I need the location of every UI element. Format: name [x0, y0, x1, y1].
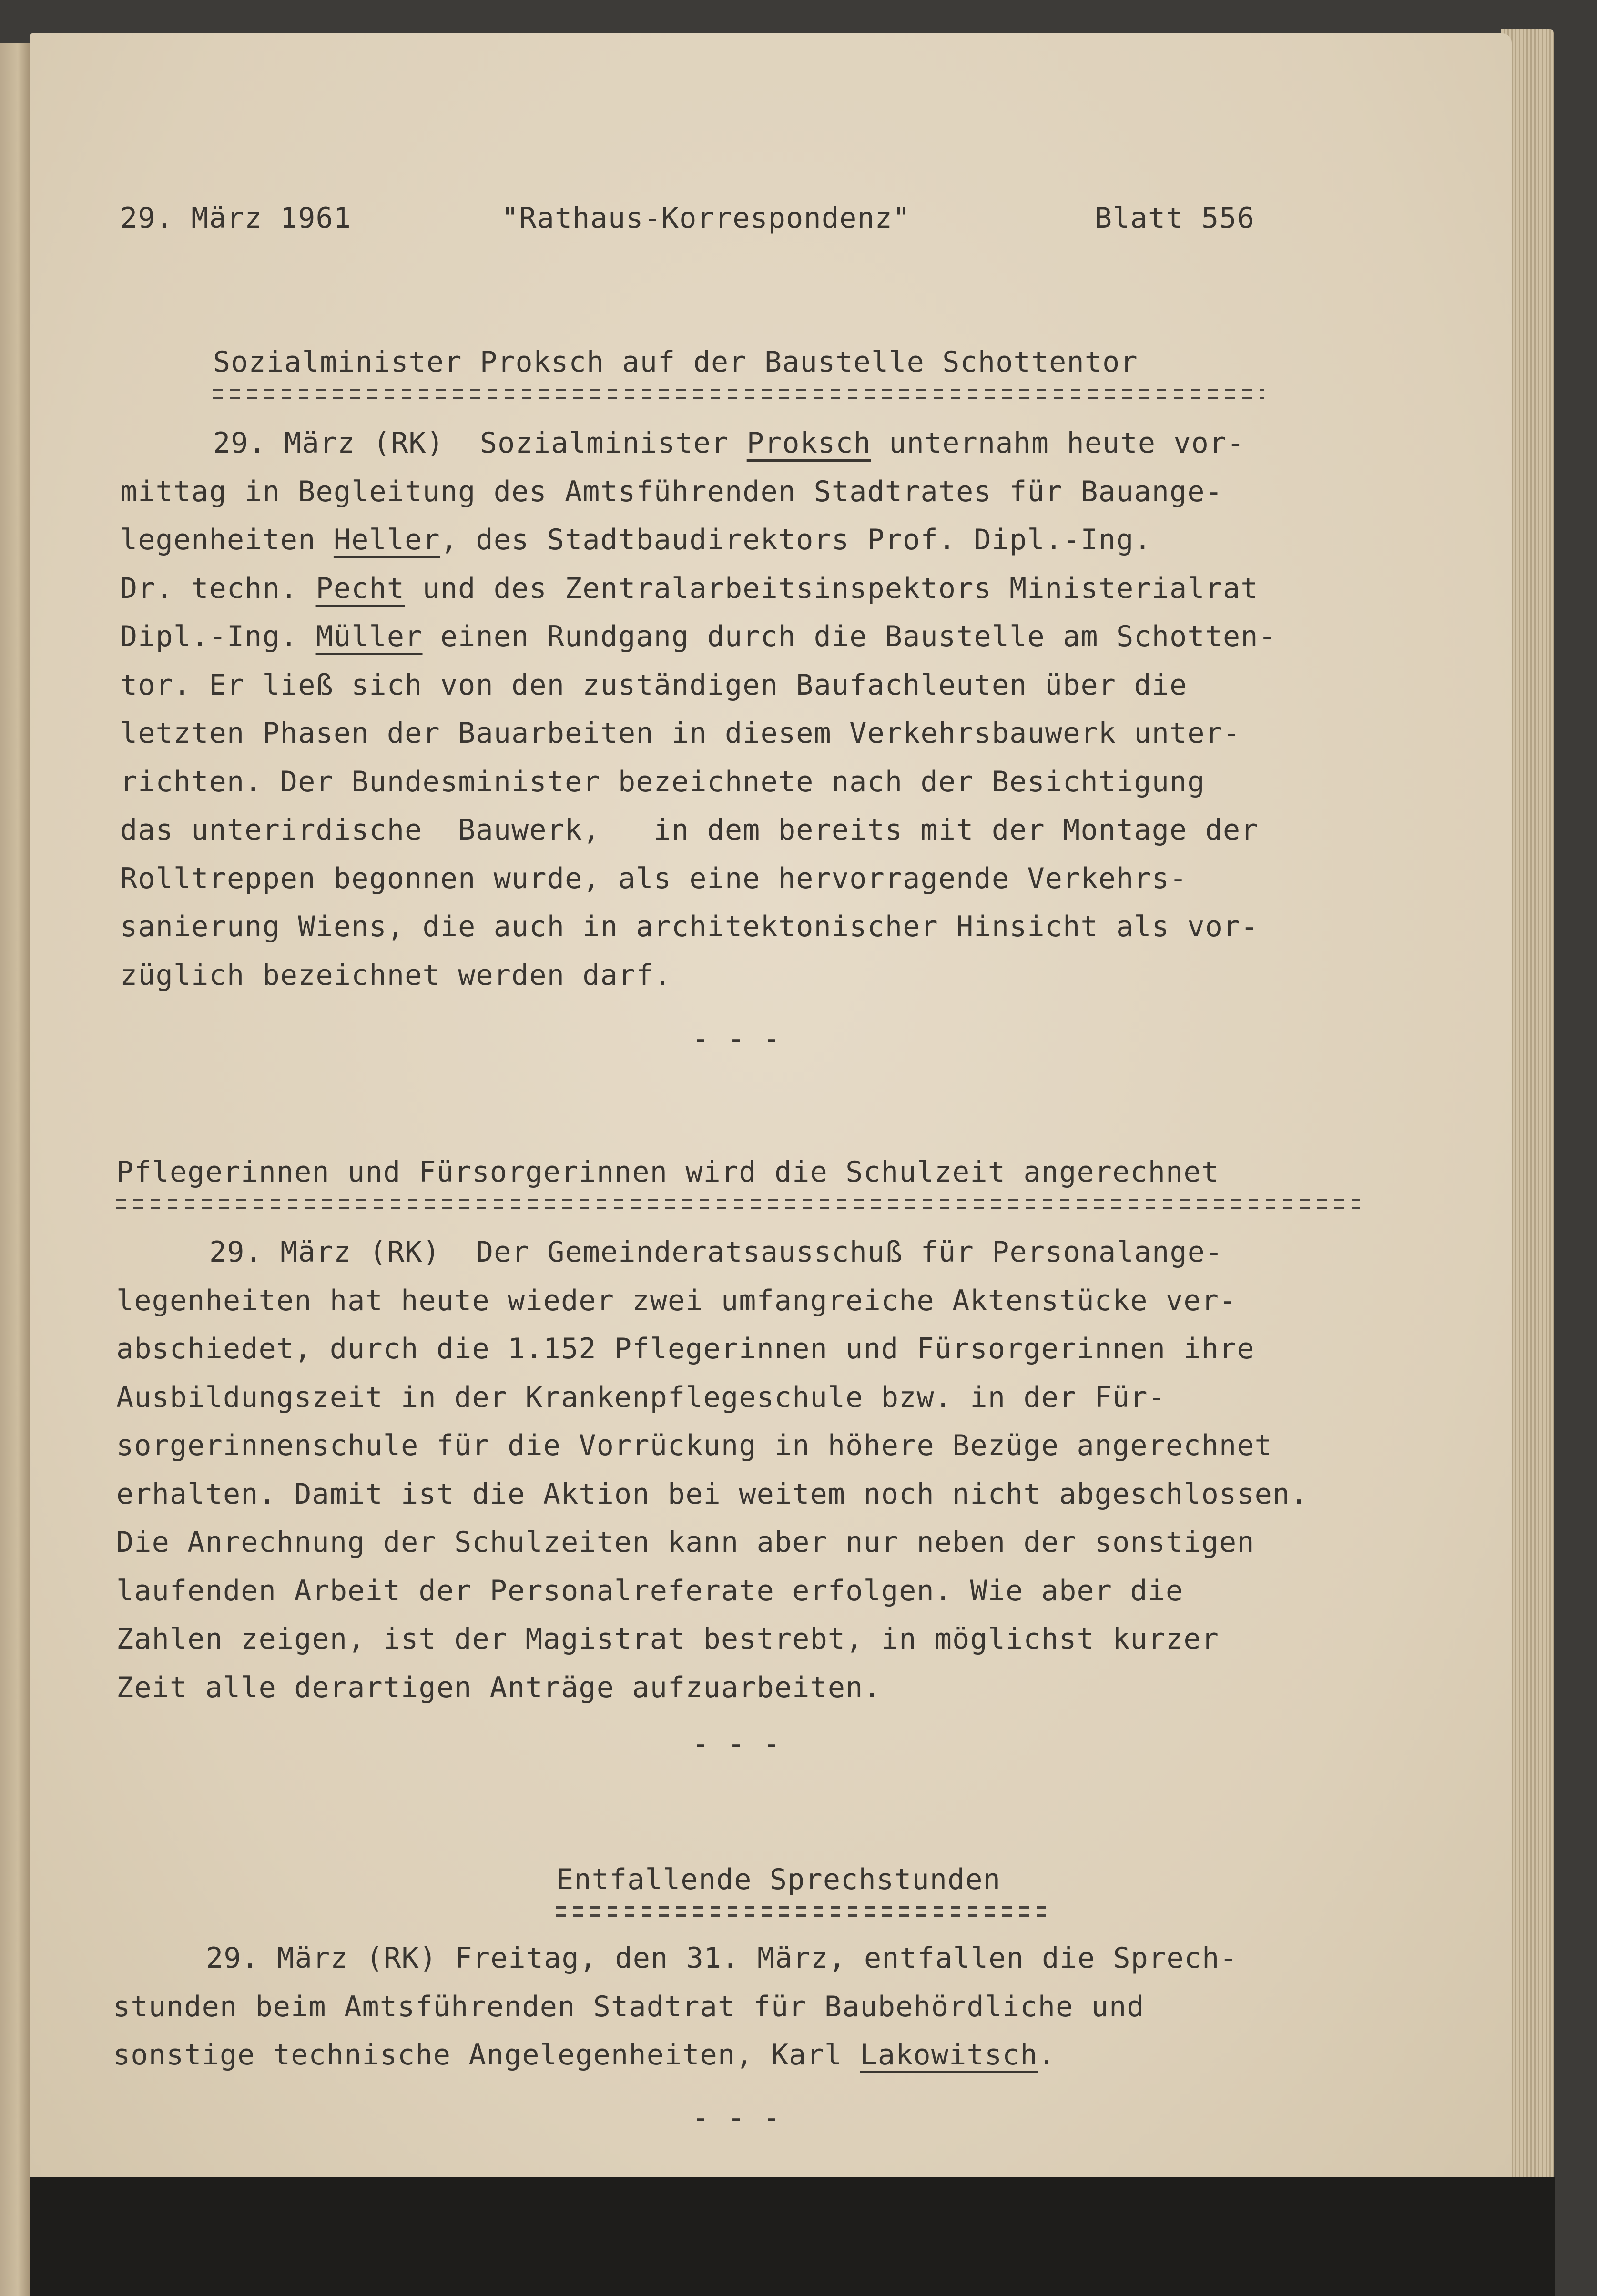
body-line	[120, 806, 1259, 854]
body-line	[120, 709, 1241, 757]
article-title: Sozialminister Proksch auf der Baustelle Schottentor	[213, 345, 1138, 379]
header-publication: "Rathaus-Korrespondenz"	[501, 202, 911, 235]
article-end-mark: - - -	[692, 1022, 781, 1055]
body-line	[116, 1567, 1183, 1615]
body-text: Dr. techn.	[120, 571, 316, 605]
body-line	[116, 1422, 1272, 1469]
body-text: , des Stadtbaudirektors Prof. Dipl.-Ing.	[440, 523, 1152, 556]
body-line	[120, 661, 1187, 709]
underlined-name: Proksch	[746, 426, 871, 460]
body-line	[120, 565, 1259, 612]
body-line	[120, 516, 1152, 564]
body-text: sorgerinnenschule für die Vorrückung in höhere Bezüge angerechnet	[116, 1429, 1272, 1462]
body-line	[116, 1325, 1255, 1373]
body-line	[120, 758, 1205, 806]
header-date: 29. März 1961	[120, 202, 352, 235]
body-text: legenheiten hat heute wieder zwei umfangreiche Aktenstücke ver-	[116, 1284, 1237, 1317]
body-line	[116, 1277, 1237, 1325]
body-text: tor. Er ließ sich von den zuständigen Baufachleuten über die	[120, 668, 1188, 702]
body-text: einen Rundgang durch die Baustelle am Schotten-	[422, 620, 1277, 653]
body-line	[116, 1470, 1308, 1518]
title-double-underline	[213, 389, 1264, 399]
body-text: mittag in Begleitung des Amtsführenden Stadtrates für Bauange-	[120, 475, 1223, 508]
article-title: Pflegerinnen und Fürsorgerinnen wird die Schulzeit angerechnet	[116, 1155, 1220, 1189]
body-line	[113, 2031, 1056, 2079]
body-text: Rolltreppen begonnen wurde, als eine hervorragende Verkehrs-	[120, 861, 1188, 895]
article-end-mark: - - -	[692, 1727, 781, 1760]
body-line	[116, 1664, 881, 1711]
body-text: letzten Phasen der Bauarbeiten in diesem Verkehrsbauwerk unter-	[120, 717, 1241, 750]
book-binding-edge	[0, 43, 30, 2296]
body-text: stunden beim Amtsführenden Stadtrat für Baubehördliche und	[113, 1990, 1145, 2023]
body-line	[116, 1374, 1166, 1421]
body-line	[120, 855, 1187, 902]
body-line	[120, 613, 1276, 660]
body-text: 29. März (RK) Sozialminister	[213, 426, 747, 460]
underlined-name: Pecht	[315, 571, 405, 605]
body-text: .	[1038, 2038, 1056, 2072]
article-end-mark: - - -	[692, 2101, 781, 2134]
body-text: erhalten. Damit ist die Aktion bei weitem noch nicht abgeschlossen.	[116, 1477, 1308, 1511]
body-line	[206, 1934, 1238, 1982]
body-text: züglich bezeichnet werden darf.	[120, 958, 672, 992]
body-line	[116, 1615, 1219, 1663]
body-text: legenheiten	[120, 523, 334, 556]
title-double-underline	[116, 1199, 1360, 1209]
article-title: Entfallende Sprechstunden	[556, 1863, 1001, 1896]
body-line	[120, 468, 1223, 516]
body-text: laufenden Arbeit der Personalreferate erfolgen. Wie aber die	[116, 1574, 1184, 1608]
body-text: 29. März (RK) Freitag, den 31. März, entfallen die Sprech-	[206, 1942, 1238, 1975]
body-text: das unterirdische Bauwerk, in dem bereits mit der Montage der	[120, 813, 1259, 847]
body-text: Dipl.-Ing.	[120, 620, 316, 653]
body-line	[113, 1983, 1145, 2031]
body-text: unternahm heute vor-	[871, 426, 1245, 460]
underlined-name: Lakowitsch	[860, 2038, 1038, 2072]
body-line	[209, 1228, 1223, 1276]
document-page	[30, 33, 1512, 2177]
body-text: 29. März (RK) Der Gemeinderatsausschuß für Personalange-	[209, 1235, 1223, 1269]
body-text: Zeit alle derartigen Anträge aufzuarbeiten.	[116, 1670, 881, 1704]
body-line	[120, 951, 671, 999]
body-text: Zahlen zeigen, ist der Magistrat bestrebt, in möglichst kurzer	[116, 1622, 1220, 1656]
body-text: Ausbildungszeit in der Krankenpflegeschule bzw. in der Für-	[116, 1380, 1166, 1414]
body-text: sanierung Wiens, die auch in architektonischer Hinsicht als vor-	[120, 910, 1259, 943]
body-line	[120, 903, 1259, 951]
body-text: sonstige technische Angelegenheiten, Karl	[113, 2038, 860, 2072]
body-text: und des Zentralarbeitsinspektors Ministerialrat	[405, 571, 1259, 605]
body-text: abschiedet, durch die 1.152 Pflegerinnen und Fürsorgerinnen ihre	[116, 1332, 1255, 1365]
underlined-name: Heller	[333, 523, 440, 556]
body-text: Die Anrechnung der Schulzeiten kann aber nur neben der sonstigen	[116, 1526, 1255, 1559]
scan-background	[30, 2177, 1555, 2296]
underlined-name: Müller	[315, 620, 423, 653]
body-text: richten. Der Bundesminister bezeichnete nach der Besichtigung	[120, 765, 1205, 799]
title-double-underline	[556, 1906, 1047, 1917]
body-line	[213, 419, 1245, 467]
body-line	[116, 1518, 1255, 1566]
header-sheet-number: Blatt 556	[1095, 202, 1255, 235]
